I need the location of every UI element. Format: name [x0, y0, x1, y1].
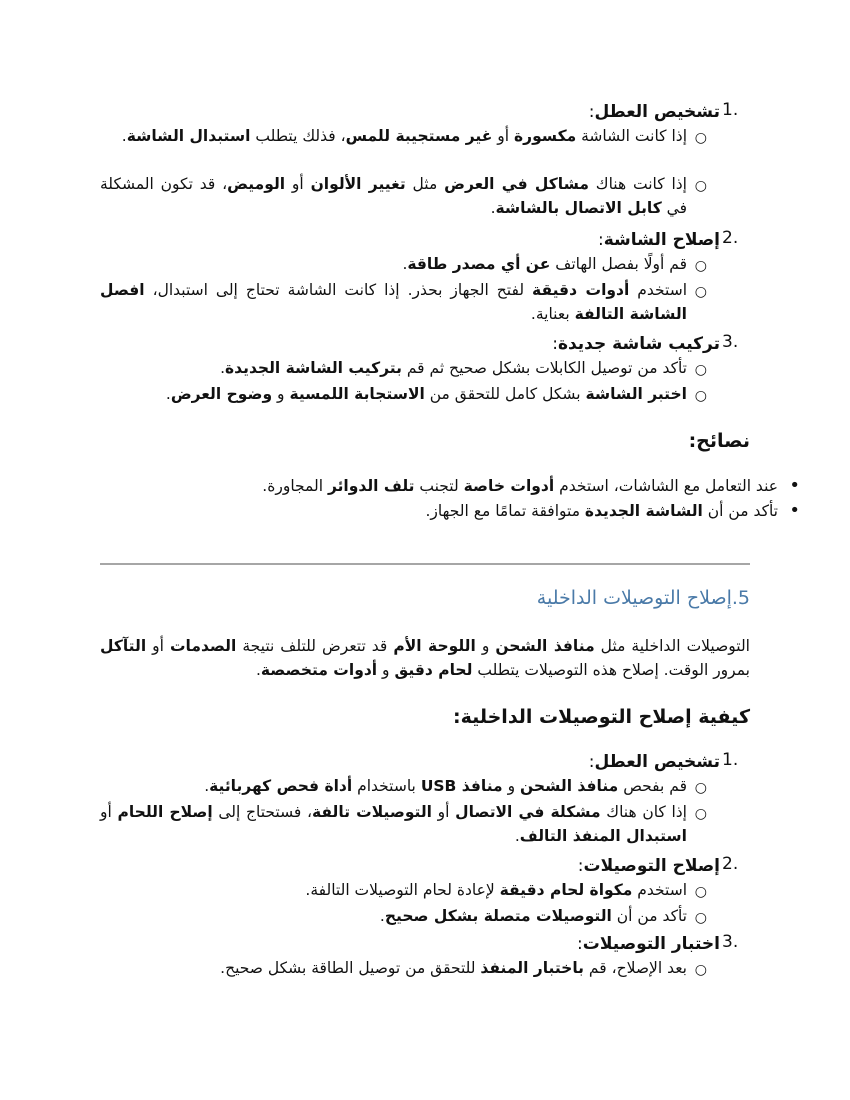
section-heading: 5.إصلاح التوصيلات الداخلية	[536, 587, 750, 609]
tip-item: تأكد من أن الشاشة الجديدة متوافقة تمامًا مع الجهاز.	[425, 502, 778, 520]
bullet-circle: ○	[694, 780, 707, 796]
sub-item: استخدم مكواة لحام دقيقة لإعادة لحام التوصيلات التالفة.	[305, 881, 687, 899]
section-divider	[100, 563, 750, 565]
step-title: إصلاح التوصيلات:	[577, 856, 720, 876]
bullet-circle: ○	[694, 910, 707, 926]
tip-item: عند التعامل مع الشاشات، استخدم أدوات خاصة لتجنب تلف الدوائر المجاورة.	[262, 477, 778, 495]
emphasis: منافذ الشحن	[519, 777, 619, 795]
sub-item: بعد الإصلاح، قم باختبار المنفذ للتحقق من توصيل الطاقة بشكل صحيح.	[220, 959, 687, 977]
emphasis: اللوحة الأم	[393, 637, 476, 655]
bullet-circle: ○	[694, 130, 707, 146]
step-number: 2.	[722, 854, 739, 874]
step-title: تشخيص العطل:	[588, 102, 720, 122]
emphasis: الوميض	[227, 175, 286, 193]
emphasis: كابل الاتصال بالشاشة	[495, 199, 662, 217]
emphasis: باختبار المنفذ	[480, 959, 584, 977]
bullet-circle: ○	[694, 388, 707, 404]
step-number: 3.	[722, 932, 739, 952]
step-number: 2.	[722, 228, 739, 248]
step-title: تركيب شاشة جديدة:	[552, 334, 720, 354]
bullet-circle: ○	[694, 962, 707, 978]
emphasis: تلف الدوائر	[327, 477, 415, 495]
step-number: 1.	[722, 750, 739, 770]
emphasis: وضوح العرض	[170, 385, 273, 403]
sub-item: قم أولًا بفصل الهاتف عن أي مصدر طاقة.	[402, 255, 687, 273]
step-title: اختبار التوصيلات:	[577, 934, 720, 954]
bullet-dot: •	[789, 475, 800, 496]
sub-item: اختبر الشاشة بشكل كامل للتحقق من الاستجابة اللمسية و وضوح العرض.	[165, 385, 687, 403]
bullet-circle: ○	[694, 362, 707, 378]
sub-item: تأكد من أن التوصيلات متصلة بشكل صحيح.	[379, 907, 687, 925]
bullet-circle: ○	[694, 806, 707, 822]
emphasis: الاستجابة اللمسية	[289, 385, 425, 403]
sub-item: إذا كان هناك مشكلة في الاتصال أو التوصيلات تالفة، فستحتاج إلى إصلاح اللحام أو استبدال المنفذ التالف.	[100, 803, 687, 845]
step-title: إصلاح الشاشة:	[598, 230, 720, 250]
section-subheading: كيفية إصلاح التوصيلات الداخلية:	[452, 706, 750, 728]
step-title: تشخيص العطل:	[588, 752, 720, 772]
emphasis: عن أي مصدر طاقة	[407, 255, 551, 273]
emphasis: اختبر الشاشة	[585, 385, 687, 403]
emphasis: منافذ USB	[420, 777, 503, 795]
step-number: 1.	[722, 100, 739, 120]
emphasis: مشاكل في العرض	[444, 175, 589, 193]
bullet-circle: ○	[694, 884, 707, 900]
emphasis: غير مستجيبة للمس	[345, 127, 493, 145]
sub-item: إذا كانت هناك مشاكل في العرض مثل تغيير الألوان أو الوميض، قد تكون المشكلة في كابل الاتصال بالشاشة.	[100, 175, 687, 217]
emphasis: الشاشة الجديدة	[584, 502, 703, 520]
emphasis: أداة فحص كهربائية	[209, 777, 353, 795]
emphasis: التآكل	[100, 637, 147, 655]
bullet-circle: ○	[694, 284, 707, 300]
emphasis: مشكلة في الاتصال	[455, 803, 601, 821]
sub-item: قم بفحص منافذ الشحن و منافذ USB باستخدام أداة فحص كهربائية.	[204, 777, 687, 795]
emphasis: منافذ الشحن	[495, 637, 595, 655]
step-number: 3.	[722, 332, 739, 352]
emphasis: لحام دقيق	[394, 661, 473, 679]
emphasis: تغيير الألوان	[310, 175, 406, 193]
bullet-dot: •	[789, 500, 800, 521]
emphasis: بتركيب الشاشة الجديدة	[225, 359, 402, 377]
emphasis: إصلاح اللحام	[117, 803, 213, 821]
sub-item: تأكد من توصيل الكابلات بشكل صحيح ثم قم بتركيب الشاشة الجديدة.	[220, 359, 687, 377]
sub-item: استخدم أدوات دقيقة لفتح الجهاز بحذر. إذا كانت الشاشة تحتاج إلى استبدال، افصل الشاشة التالفة بعناية.	[100, 281, 687, 323]
emphasis: افصل الشاشة التالفة	[100, 281, 687, 323]
tips-heading: نصائح:	[688, 430, 750, 452]
emphasis: استبدال الشاشة	[126, 127, 251, 145]
intro-paragraph: التوصيلات الداخلية مثل منافذ الشحن و اللوحة الأم قد تتعرض للتلف نتيجة الصدمات أو التآكل بمرور الوقت. إصلاح هذه التوصيلات يتطلب لحام دقيق و أدوات متخصصة.	[100, 637, 750, 679]
emphasis: أدوات متخصصة	[260, 661, 378, 679]
sub-item: إذا كانت الشاشة مكسورة أو غير مستجيبة للمس، فذلك يتطلب استبدال الشاشة.	[121, 127, 687, 145]
emphasis: مكسورة	[514, 127, 577, 145]
emphasis: أدوات خاصة	[463, 477, 555, 495]
emphasis: التوصيلات تالفة	[312, 803, 432, 821]
emphasis: مكواة لحام دقيقة	[499, 881, 633, 899]
emphasis: أدوات دقيقة	[532, 281, 630, 299]
emphasis: استبدال المنفذ التالف	[519, 827, 687, 845]
emphasis: الصدمات	[169, 637, 237, 655]
bullet-circle: ○	[694, 258, 707, 274]
bullet-circle: ○	[694, 178, 707, 194]
emphasis: التوصيلات متصلة بشكل صحيح	[384, 907, 612, 925]
